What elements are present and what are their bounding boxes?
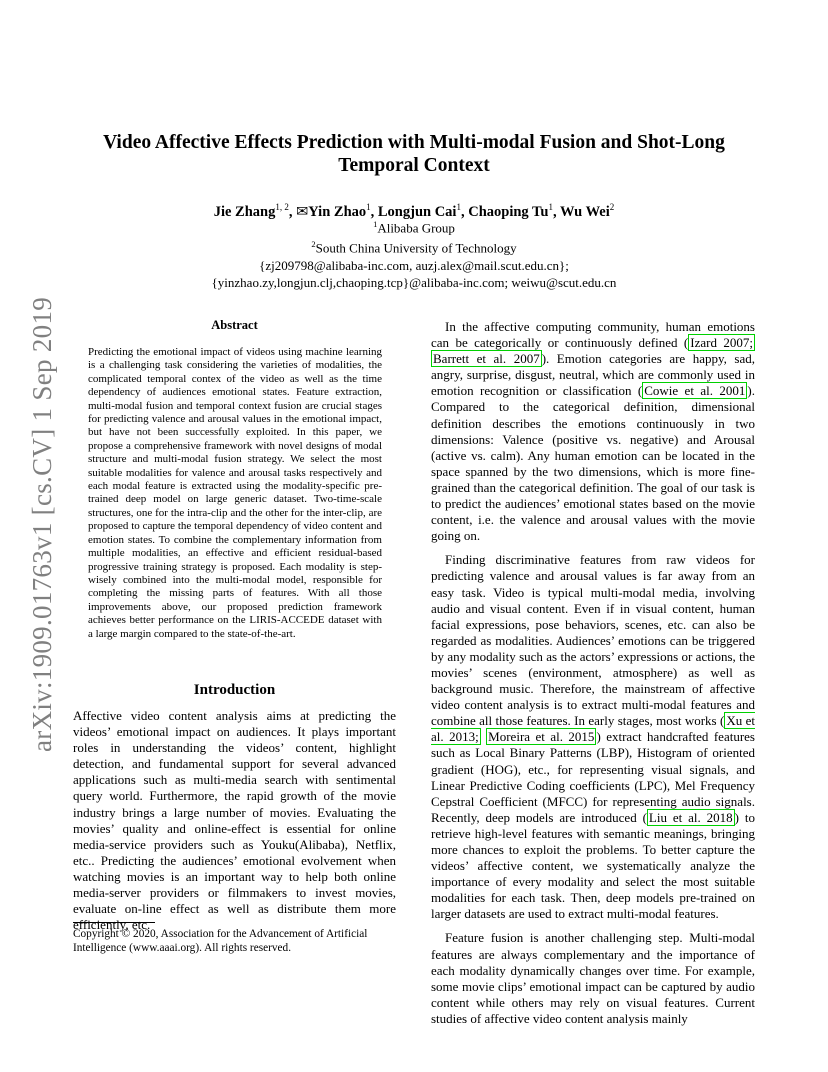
author-name: Yin Zhao	[308, 203, 367, 220]
title-line-2: Temporal Context	[338, 155, 490, 176]
affiliation-2	[80, 236, 748, 256]
author-name: Chaoping Tu	[468, 203, 549, 220]
text-run: ) to retrieve high-level features with semantic meanings, bringing more chances to exploit the problems. To better capture the videos’ affective content, we systematically analyze the importance of every modality and select the most suitable modalities for each task. Then, deep models pre-trained on larger datasets are used to extract multi-modal features.	[431, 809, 755, 922]
citation-link[interactable]: Liu et al. 2018	[648, 809, 733, 825]
abstract-text: Predicting the emotional impact of videos using machine learning is a challenging task considering the varieties of modalities, the complicated temporal contex of the video as well as the time dependency of audiences emotional states. Feature extraction, multi-modal fusion and temporal context fusion are crucial stages for predicting valence and arousal values in the emotional impact, but have not been successfully exploited. In this paper, we propose a comprehensive framework with novel designs of modal structure and multi-modal fusion strategy. We select the most suitable modalities for valence and arousal tasks respectively and each modal feature is extracted using the modality-specific pre-trained deep model on large generic dataset. Two-time-scale structures, one for the intra-clip and the other for the inter-clip, are proposed to capture the temporal dependency of video content and emotion states. To combine the complementary information from multiple modalities, an effective and efficient residual-based progressive training strategy is proposed. Each modality is step-wisely combined into the multi-modal model, responsible for completing the missing parts of features. With all those improvements above, our proposed prediction framework achieves better performance on the LIRIS-ACCEDE dataset with a large margin compared to the state-of-the-art.	[88, 346, 382, 640]
citation-link[interactable]: Barrett et al. 2007	[433, 351, 540, 367]
affiliation-1	[80, 216, 748, 236]
abstract-heading: Abstract	[211, 318, 258, 332]
arxiv-identifier: arXiv:1909.01763v1 [cs.CV] 1 Sep 2019	[27, 296, 57, 752]
author-affil-mark: 1	[548, 202, 553, 212]
text-run: In the affective computing community, human emotions can be categorically or continuously defined (	[431, 319, 755, 351]
text-run: ). Emotion categories are happy, sad, angry, surprise, disgust, neutral, which are commonly used in emotion recognition or classification (	[431, 351, 756, 399]
citation-link[interactable]: Xu et al. 2013;	[431, 713, 755, 745]
paragraph	[431, 319, 755, 544]
text-run: ) extract handcrafted features such as Local Binary Patterns (LBP), Histogram of oriented gradient (HOG), etc., for representing visual signals, and Linear Predictive Coding coefficients (LPC), Mel Frequency Cepstral Coefficient (MFCC) for representing audio signals. Recently, deep models are introduced (	[431, 729, 755, 825]
footnote-rule	[73, 922, 155, 923]
author-name: Longjun Cai	[377, 203, 457, 220]
mail-icon: ✉	[296, 203, 309, 220]
affil-mark: 2	[311, 239, 316, 250]
affil-mark: 1	[373, 219, 378, 229]
author-affil-mark: 1, 2	[275, 202, 289, 212]
text-run: Finding discriminative features from raw videos for predicting valence and arousal values is far away from an easy task. Video is typical multi-modal media, involving audio and visual content. Even if in visual content, human facial expressions, pose behaviors, scenes, etc. can also be regarded as modalities. Audiences’ emotions can be triggered by any modality such as the actors’ expressions or actions, the movies’ scenes (environment, atmosphere) as well as background music. Therefore, the mainstream of affective video content analysis is to extract multi-modal features and combine all those features. In early stages, most works (	[431, 552, 755, 729]
author-affil-mark: 1	[456, 202, 461, 212]
introduction-paragraph	[73, 708, 396, 933]
introduction-heading: Introduction	[193, 682, 276, 698]
paper-title	[80, 131, 748, 177]
paragraph: Feature fusion is another challenging step. Multi-modal features are always complementary and the importance of each modality dynamically changes over time. For example, some movie clips’ emotional impact can be captured by audio content while others may rely on visual features. Current studies of affective video content analysis mainly	[431, 930, 755, 1026]
citation-link[interactable]: Cowie et al. 2001	[644, 383, 746, 399]
title-line-1: Video Affective Effects Prediction with Multi-modal Fusion and Shot-Long	[103, 132, 725, 153]
email-line-1: {zj209798@alibaba-inc.com, auzj.alex@mail.scut.edu.cn};	[259, 257, 569, 273]
affil-name: Alibaba Group	[377, 220, 455, 236]
author-list: Jie Zhang$^{1, 2}$, ✉Yin Zhao$^1$, Longjun Cai$^1$, Chaoping Tu$^1$, Wu Wei$^2$	[213, 202, 615, 220]
text-run: ). Compared to the categorical definition, dimensional definition describes the emotions continuously in two dimensions: Valence (positive vs. negative) and Arousal (active vs. calm). Any human emotion can be located in the space spanned by the two dimensions, which is more fine-grained than the categorical definition. The goal of our task is to predict the audiences’ emotional states based on the movie content, i.e. the valence and arousal values with the movie going on.	[431, 383, 755, 544]
right-column	[431, 319, 755, 1027]
author-name: Jie Zhang	[213, 203, 276, 220]
citation-link[interactable]: Moreira et al. 2015	[488, 729, 595, 745]
affiliations	[80, 216, 748, 291]
copyright-notice: Copyright © 2020, Association for the Advancement of Artificial Intelligence (www.aaai.org). All rights reserved.	[73, 928, 368, 954]
paragraph: Affective video content analysis aims at predicting the videos’ emotional impact on audiences. It plays important roles in understanding the videos’ content, highlight detection, and fundamental support for several advanced applications such as multi-media search with sentimental query world. Furthermore, the rapid growth of the movie industry brings a large number of movies. Evaluating the movies’ quality and online-effect is essential for online media-service providers such as Youku(Alibaba), Netflix, etc.. Predicting the audiences’ emotional evolvement when watching movies is an important way to help both online media-server providers or filmmakers to invest movies, evaluate on-line effect as well as distribute them more efficiently, etc.	[73, 708, 396, 933]
affil-name: South China University of Technology	[315, 240, 517, 256]
author-name: Wu Wei	[559, 203, 610, 220]
paragraph	[431, 552, 755, 922]
citation-link[interactable]: Izard 2007;	[690, 335, 753, 351]
author-affil-mark: 1	[366, 202, 371, 212]
email-line-2: {yinzhao.zy,longjun.clj,chaoping.tcp}@alibaba-inc.com; weiwu@scut.edu.cn	[211, 274, 617, 290]
author-affil-mark: 2	[609, 202, 615, 212]
